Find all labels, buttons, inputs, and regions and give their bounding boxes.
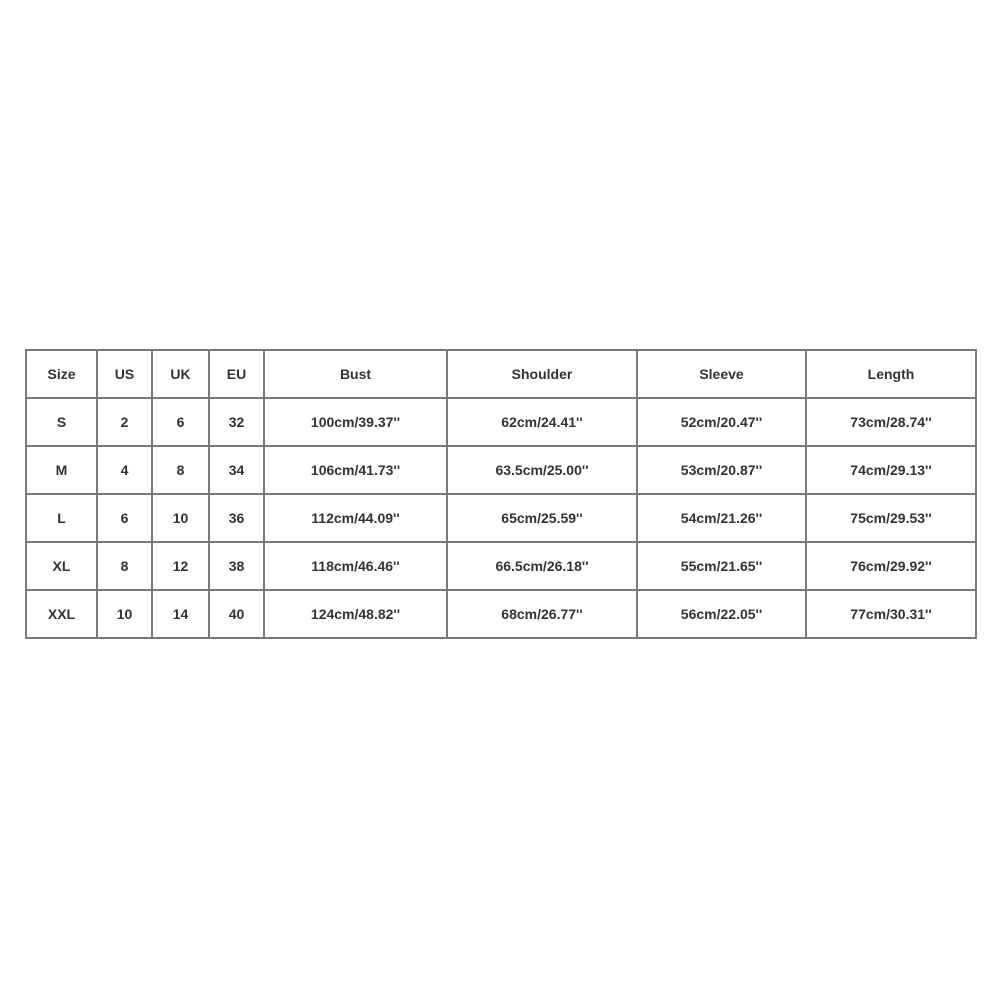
table-row: [26, 446, 976, 494]
table-row: [26, 590, 976, 638]
cell-length: 76cm/29.92'': [806, 542, 976, 590]
header-length: Length: [806, 350, 976, 398]
size-chart-table: [25, 349, 977, 639]
cell-us: 2: [97, 398, 152, 446]
cell-uk: 12: [152, 542, 209, 590]
cell-sleeve: 55cm/21.65'': [637, 542, 806, 590]
cell-eu: 40: [209, 590, 264, 638]
cell-shoulder: 63.5cm/25.00'': [447, 446, 637, 494]
cell-sleeve: 54cm/21.26'': [637, 494, 806, 542]
table-row: [26, 494, 976, 542]
cell-bust: 112cm/44.09'': [264, 494, 447, 542]
table-header-row: [26, 350, 976, 398]
cell-bust: 118cm/46.46'': [264, 542, 447, 590]
cell-us: 8: [97, 542, 152, 590]
header-us: US: [97, 350, 152, 398]
cell-us: 4: [97, 446, 152, 494]
cell-length: 73cm/28.74'': [806, 398, 976, 446]
header-uk: UK: [152, 350, 209, 398]
cell-bust: 106cm/41.73'': [264, 446, 447, 494]
header-size: Size: [26, 350, 97, 398]
cell-eu: 34: [209, 446, 264, 494]
cell-uk: 14: [152, 590, 209, 638]
header-bust: Bust: [264, 350, 447, 398]
cell-size: S: [26, 398, 97, 446]
cell-bust: 124cm/48.82'': [264, 590, 447, 638]
header-eu: EU: [209, 350, 264, 398]
cell-uk: 10: [152, 494, 209, 542]
table-row: [26, 542, 976, 590]
cell-us: 10: [97, 590, 152, 638]
header-sleeve: Sleeve: [637, 350, 806, 398]
cell-shoulder: 68cm/26.77'': [447, 590, 637, 638]
cell-bust: 100cm/39.37'': [264, 398, 447, 446]
cell-eu: 36: [209, 494, 264, 542]
cell-eu: 38: [209, 542, 264, 590]
cell-sleeve: 52cm/20.47'': [637, 398, 806, 446]
cell-size: XL: [26, 542, 97, 590]
cell-uk: 6: [152, 398, 209, 446]
cell-eu: 32: [209, 398, 264, 446]
cell-size: M: [26, 446, 97, 494]
cell-length: 74cm/29.13'': [806, 446, 976, 494]
cell-sleeve: 53cm/20.87'': [637, 446, 806, 494]
cell-us: 6: [97, 494, 152, 542]
cell-length: 77cm/30.31'': [806, 590, 976, 638]
cell-length: 75cm/29.53'': [806, 494, 976, 542]
cell-uk: 8: [152, 446, 209, 494]
cell-shoulder: 62cm/24.41'': [447, 398, 637, 446]
cell-size: L: [26, 494, 97, 542]
cell-shoulder: 65cm/25.59'': [447, 494, 637, 542]
table-row: [26, 398, 976, 446]
header-shoulder: Shoulder: [447, 350, 637, 398]
cell-sleeve: 56cm/22.05'': [637, 590, 806, 638]
cell-shoulder: 66.5cm/26.18'': [447, 542, 637, 590]
cell-size: XXL: [26, 590, 97, 638]
